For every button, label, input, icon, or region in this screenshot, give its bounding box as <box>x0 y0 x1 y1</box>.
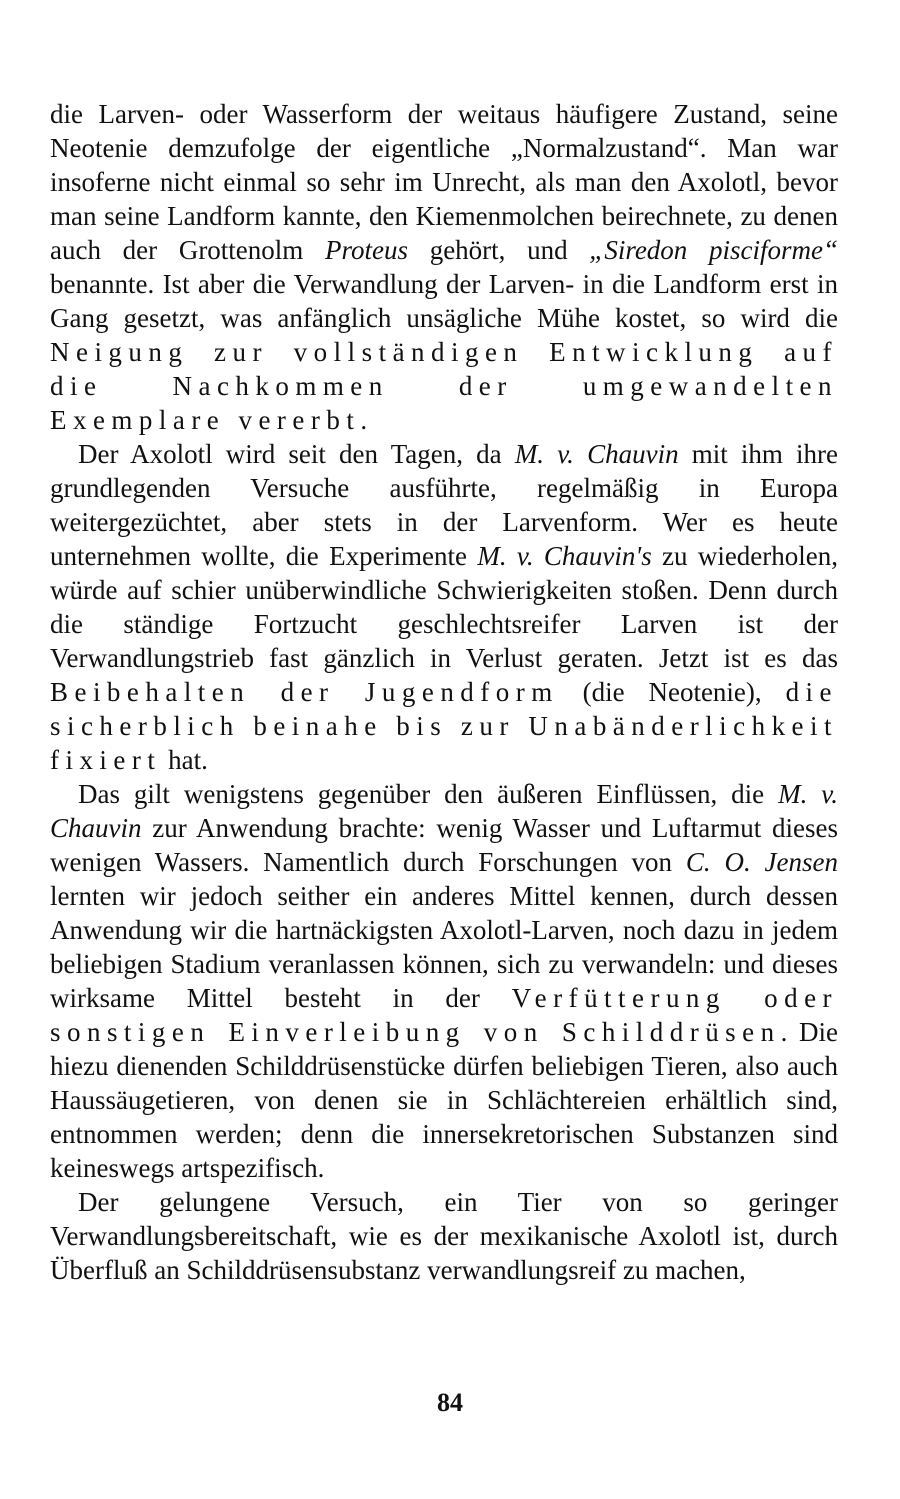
spaced-emphasis-text: Neigung zur vollständigen Entwicklung auf die Nachkommen der umgewandelten Exemplare vererbt <box>50 337 838 435</box>
paragraph <box>50 437 838 777</box>
text-run: zur Anwendung brachte: wenig Wasser und Luftarmut dieses wenigen Wassers. Namentlich durch Forschungen von <box>50 813 838 877</box>
italic-text: M. v. Chauvin's <box>477 541 652 571</box>
text-run: Der gelungene Versuch, ein Tier von so geringer Verwandlungsbereitschaft, wie es der mexikanische Axolotl ist, durch Überfluß an Schilddrüsensubstanz verwandlungsreif zu machen, <box>50 1187 838 1285</box>
text-run: Der Axolotl wird seit den Tagen, da <box>78 439 515 469</box>
text-run: . <box>360 405 368 435</box>
text-run: lernten wir jedoch seither ein anderes Mittel kennen, durch dessen Anwendung wir die hartnäckigsten Axolotl-Larven, noch dazu in jedem beliebigen Stadium veranlassen können, sich zu verwandeln: und dieses wirksame Mittel besteht in der <box>50 881 838 1013</box>
text-run: (die Neotenie), <box>558 677 786 707</box>
paragraph <box>50 777 838 1185</box>
italic-text: „Siredon pisciforme“ <box>589 235 838 265</box>
text-run: gehört, und <box>408 235 590 265</box>
italic-text: Proteus <box>325 235 408 265</box>
text-run: mit ihm ihre grundlegenden Versuche ausführte, regelmäßig in Europa weitergezüchtet, aber stets in der Larvenform. Wer es heute unternehmen wollte, die Experimente <box>50 439 839 571</box>
text-run: Das gilt wenigstens gegenüber den äußeren Einflüssen, die <box>78 779 779 809</box>
paragraph <box>50 97 838 437</box>
text-run: zu wiederholen, würde auf schier unüberwindliche Schwierigkeiten stoßen. Denn durch die ständige Fortzucht geschlechtsreifer Larven ist der Verwandlungstrieb fast gänzlich in Verlust geraten. Jetzt ist es das <box>50 541 839 673</box>
paragraph <box>50 1185 838 1287</box>
spaced-emphasis-text: Beibehalten der Jugendform <box>50 677 559 707</box>
text-run: benannte. Ist aber die Verwandlung der Larven- in die Landform erst in Gang gesetzt, was anfänglich unsägliche Mühe kostet, so wird die <box>50 269 838 333</box>
body-text <box>50 97 838 1287</box>
italic-text: C. O. Jensen <box>685 847 839 877</box>
text-run: hat. <box>161 745 208 775</box>
italic-text: M. v. Chauvin <box>50 779 838 843</box>
spaced-emphasis-text: die sicherblich beinahe bis zur Unabänderlichkeit fixiert <box>50 677 838 775</box>
italic-text: M. v. Chauvin <box>514 439 679 469</box>
spaced-emphasis-text: Verfütterung oder sonstigen Einverleibung von Schilddrüsen <box>50 983 839 1047</box>
page-number: 84 <box>437 1388 463 1417</box>
text-run: . Die hiezu dienenden Schilddrüsenstücke dürfen beliebigen Tieren, also auch Haussäugetieren, von denen sie in Schlächtereien erhältlich sind, entnommen werden; denn die innersekretorischen Substanzen sind keineswegs artspezifisch. <box>50 1017 838 1183</box>
text-run: die Larven- oder Wasserform der weitaus häufigere Zustand, seine Neotenie demzufolge der eigentliche „Normalzustand“. Man war insoferne nicht einmal so sehr im Unrecht, als man den Axolotl, bevor man seine Landform kannte, den Kiemenmolchen beirechnete, zu denen auch der Grottenolm <box>50 99 838 265</box>
